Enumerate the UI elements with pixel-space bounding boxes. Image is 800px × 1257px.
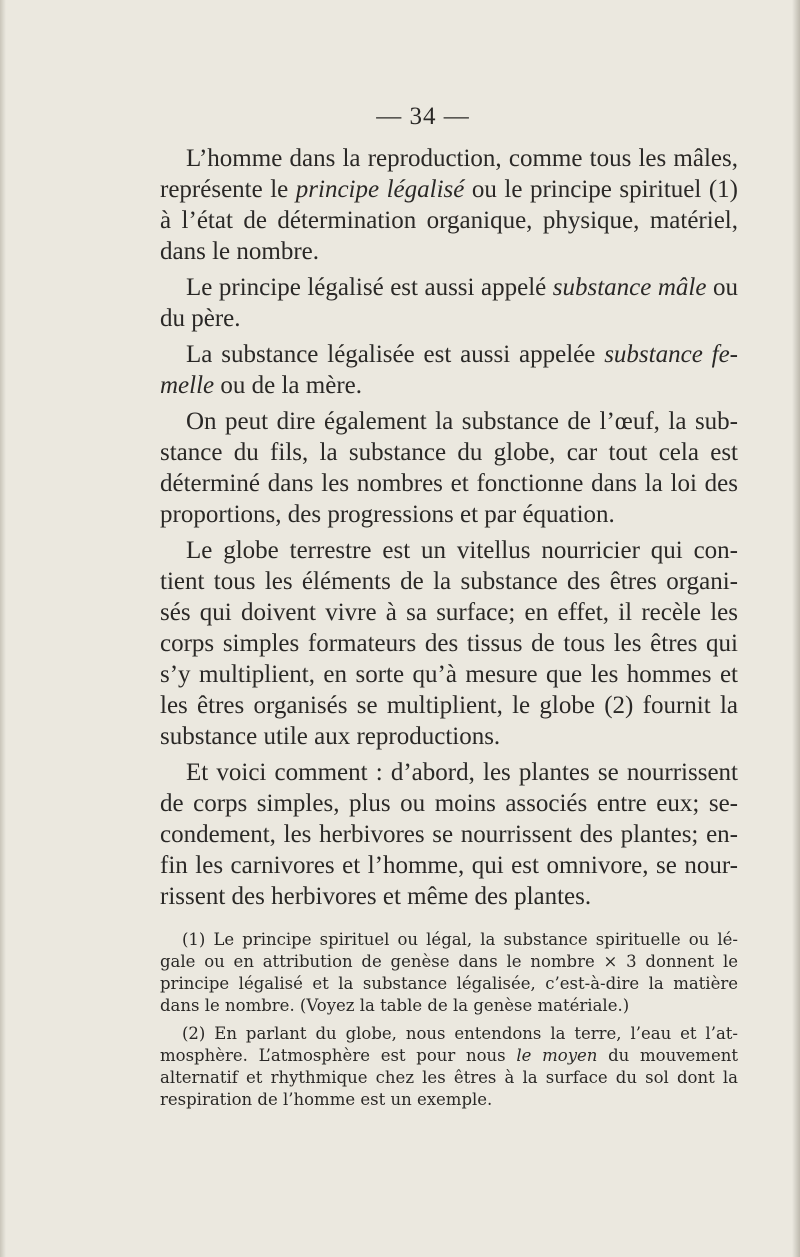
text-line: sés qui doivent vivre à sa surface; en effet, il recèle les <box>160 599 738 626</box>
main-text <box>160 143 738 917</box>
text-line: L’homme dans la reproduction, comme tous les mâles, <box>186 145 738 172</box>
text-run: Le principe légalisé est aussi appelé <box>186 274 553 301</box>
text-line: stance du fils, la substance du globe, car tout cela est <box>160 439 738 466</box>
text-run: ou <box>706 274 739 301</box>
text-line: On peut dire également la substance de l’œuf, la sub- <box>186 408 738 435</box>
text-line: de corps simples, plus ou moins associés entre eux; se- <box>160 790 738 817</box>
text-line: fin les carnivores et l’homme, qui est omnivore, se nour- <box>160 852 738 879</box>
text-line <box>160 370 738 401</box>
text-run: du mouvement <box>597 1046 738 1065</box>
page-right-edge <box>792 0 800 1257</box>
italic-run: le moyen <box>516 1046 598 1065</box>
text-line: déterminé dans les nombres et fonctionne dans la loi des <box>160 470 738 497</box>
italic-run: principe légalisé <box>295 176 465 203</box>
text-line: dans le nombre. <box>160 238 319 265</box>
page-left-edge <box>0 0 6 1257</box>
footnote <box>160 1023 738 1111</box>
italic-run: substance fe- <box>604 341 738 368</box>
text-line: à l’état de détermination organique, physique, matériel, <box>160 207 738 234</box>
text-line: corps simples formateurs des tissus de tous les êtres qui <box>160 630 738 657</box>
text-line <box>160 1045 738 1067</box>
page-number: — 34 — <box>376 103 470 130</box>
text-line: gale ou en attribution de genèse dans le nombre × 3 donnent le <box>160 952 738 971</box>
paragraph <box>160 757 738 912</box>
paragraph <box>160 272 738 334</box>
text-line: proportions, des progressions et par équation. <box>160 501 615 528</box>
text-line <box>160 272 738 303</box>
paragraph <box>160 339 738 401</box>
text-line: Le globe terrestre est un vitellus nourricier qui con- <box>186 537 738 564</box>
text-line: (2) En parlant du globe, nous entendons la terre, l’eau et l’at- <box>182 1024 738 1043</box>
text-line <box>160 174 738 205</box>
text-line: substance utile aux reproductions. <box>160 723 501 750</box>
text-run: ou de la mère. <box>214 372 362 399</box>
text-line: s’y multiplient, en sorte qu’à mesure que les hommes et <box>160 661 738 688</box>
italic-run: melle <box>160 372 215 399</box>
text-line: (1) Le principe spirituel ou légal, la substance spirituelle ou lé- <box>182 930 738 949</box>
text-line: rissent des herbivores et même des plantes. <box>160 883 592 910</box>
paragraph <box>160 406 738 530</box>
text-line: les êtres organisés se multiplient, le globe (2) fournit la <box>160 692 738 719</box>
text-run: ou le principe spirituel (1) <box>464 176 738 203</box>
paragraph <box>160 535 738 752</box>
paragraph <box>160 143 738 267</box>
text-line <box>160 339 738 370</box>
italic-run: substance mâle <box>552 274 707 301</box>
text-line: condement, les herbivores se nourrissent des plantes; en- <box>160 821 738 848</box>
text-line: du père. <box>160 305 241 332</box>
footnote <box>160 929 738 1017</box>
text-line: principe légalisé et la substance légalisée, c’est-à-dire la matière <box>160 974 738 993</box>
text-run: représente le <box>160 176 296 203</box>
text-run: mosphère. L’atmosphère est pour nous <box>160 1046 517 1065</box>
text-run: La substance légalisée est aussi appelée <box>186 341 605 368</box>
text-line: alternatif et rhythmique chez les êtres à la surface du sol dont la <box>160 1068 738 1087</box>
text-line: respiration de l’homme est un exemple. <box>160 1090 493 1109</box>
footnotes <box>160 929 738 1117</box>
text-line: tient tous les éléments de la substance des êtres organi- <box>160 568 738 595</box>
text-line: Et voici comment : d’abord, les plantes se nourrissent <box>186 759 738 786</box>
text-line: dans le nombre. (Voyez la table de la genèse matériale.) <box>160 996 630 1015</box>
